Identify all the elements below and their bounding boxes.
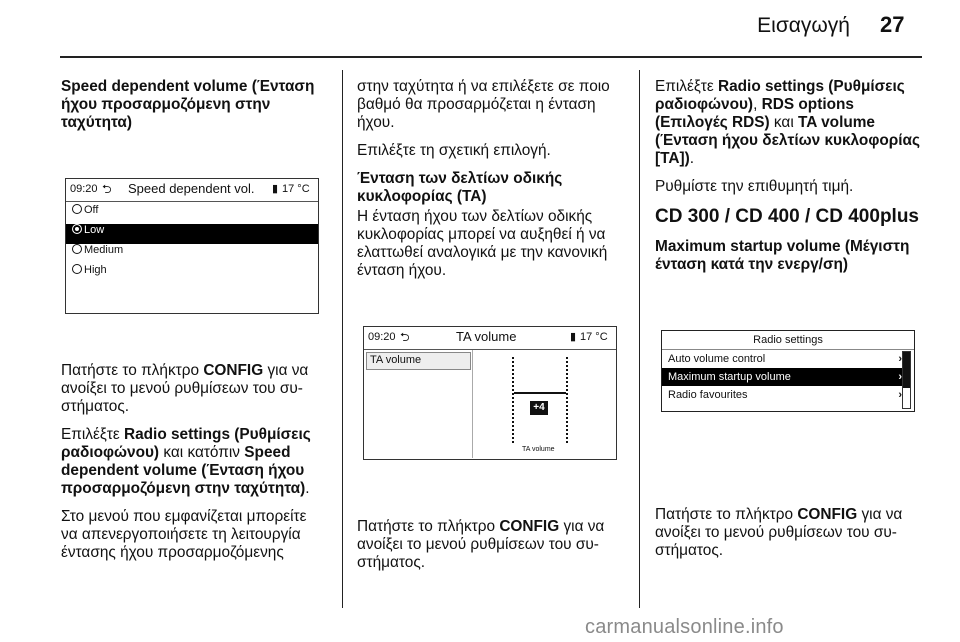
option-list [66,202,318,284]
display-title: TA volume [456,329,517,344]
paragraph-select-1: Επιλέξτε Radio settings (Ρυθμίσεις ραδιοφώνου) και κατόπιν Speed dependent volume (Ένταση ήχου προσαρμοζόμενη στην ταχύτητα). [61,426,311,497]
thermometer-icon: ▮ [272,183,279,195]
page-number: 27 [880,12,905,37]
back-icon[interactable]: ⮌ [400,330,410,344]
option-off[interactable]: Off [66,204,318,224]
radio-selected-icon [72,224,82,234]
radio-icon [72,204,82,214]
column-divider-1 [342,70,343,608]
slider-value[interactable]: +4 [530,401,548,415]
panel-divider [472,350,473,458]
header-rule [60,56,922,58]
option-low[interactable]: Low [66,224,318,244]
radio-icon [72,244,82,254]
paragraph-menu-1: Στο μενού που εμφανίζεται μπορείτε να απενεργοποιήσετε τη λειτουργία έντασης ήχου προσαρμοζόμενης [61,508,307,561]
menu-item-radio-favourites[interactable]: Radio favourites › [662,386,906,404]
chevron-right-icon: › [898,389,902,401]
display-time: 09:20 [70,183,98,195]
display-speed-volume [65,178,319,314]
section-heading-ta: Ένταση των δελτίων οδικής κυκλοφορίας (TA) [357,170,563,205]
back-icon[interactable]: ⮌ [102,182,112,196]
slider-track-left [512,357,516,443]
paragraph-continued: στην ταχύτητα ή να επιλέξετε σε ποιο βαθμό θα προσαρμόζεται η ένταση ήχου. [357,78,610,131]
display-title-bar [364,327,616,350]
header-title: Εισαγωγή [757,14,850,37]
column-divider-2 [639,70,640,608]
screenshot-speed-volume [61,142,323,354]
ta-volume-item[interactable]: TA volume [366,352,471,370]
column-2 [357,78,623,582]
display-title: Speed dependent vol. [128,181,255,196]
chevron-right-icon: › [898,353,902,365]
scrollbar[interactable] [902,351,911,409]
section-title-cd: CD 300 / CD 400 / CD 400plus [655,206,919,227]
screenshot-ta-volume [357,290,623,502]
paragraph-config-3: Πατήστε το πλήκτρο CONFIG για να ανοίξει το μενού ρυθμίσεων του συ-στήματος. [655,506,903,559]
section-heading-speed-volume: Speed dependent volume (Ένταση ήχου προσαρμοζόμενη στην ταχύτητα) [61,78,315,131]
scrollbar-thumb[interactable] [903,352,910,388]
slider-line [514,392,566,394]
display-temp: 17 °C [580,331,608,343]
screenshot-radio-settings [655,280,921,490]
menu-item-auto-volume[interactable]: Auto volume control › [662,350,906,368]
display-title-bar [66,179,318,202]
menu-item-max-startup-volume[interactable]: Maximum startup volume › [662,368,906,386]
option-high[interactable]: High [66,264,318,284]
display-ta-volume [363,326,617,460]
option-medium[interactable]: Medium [66,244,318,264]
paragraph-ta-desc: Η ένταση ήχου των δελτίων οδικής κυκλοφορίας μπορεί να αυξηθεί ή να ελαττωθεί αναλογικά με την κανονική ένταση ήχου. [357,208,608,279]
paragraph-select-ta: Επιλέξτε Radio settings (Ρυθμίσεις ραδιοφώνου), RDS options (Επιλογές RDS) και TA volume (Ένταση ήχου δελτίων κυκλοφορίας [TA]). [655,78,921,167]
chevron-right-icon: › [898,371,902,383]
paragraph-select-option: Επιλέξτε τη σχετική επιλογή. [357,142,551,159]
thermometer-icon: ▮ [570,331,577,343]
slider-track-right [566,357,570,443]
paragraph-config-2: Πατήστε το πλήκτρο CONFIG για να ανοίξει το μενού ρυθμίσεων του συ-στήματος. [357,518,605,571]
display-temp: 17 °C [282,183,310,195]
column-3 [655,78,921,570]
display-time: 09:20 [368,331,396,343]
paragraph-set-value: Ρυθμίστε την επιθυμητή τιμή. [655,178,854,195]
display-title: Radio settings [662,331,914,350]
watermark: carmanualsonline.info [585,616,784,638]
column-1 [61,78,323,572]
paragraph-config-1: Πατήστε το πλήκτρο CONFIG για να ανοίξει το μενού ρυθμίσεων του συ-στήματος. [61,362,309,415]
radio-icon [72,264,82,274]
slider-caption: TA volume [522,446,555,453]
section-heading-startup: Maximum startup volume (Μέγιστη ένταση κατά την ενεργ/ση) [655,238,910,273]
display-radio-settings [661,330,915,412]
